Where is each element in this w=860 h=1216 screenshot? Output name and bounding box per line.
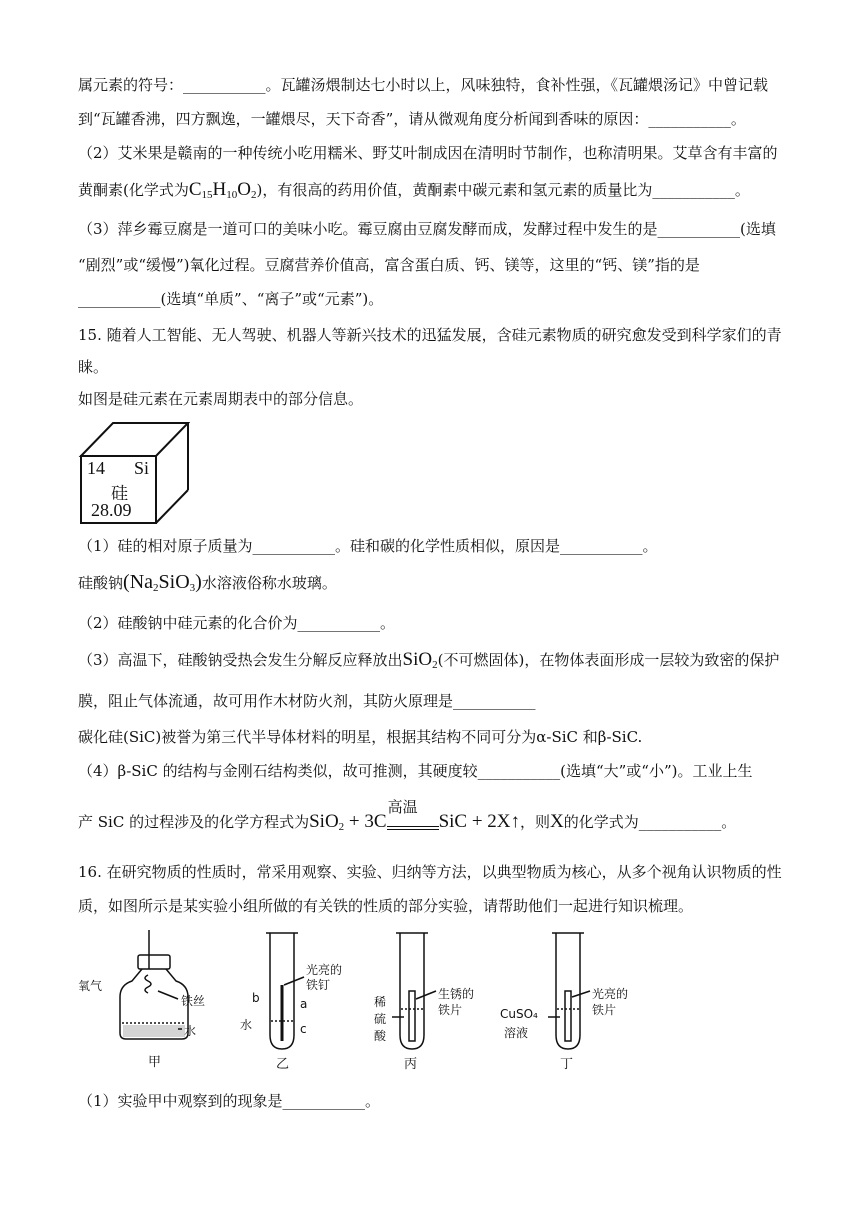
text-segment: )，有很高的药用价值，黄酮素中碳元素和氢元素的质量比为___________。: [256, 181, 750, 199]
caption-yi: 乙: [276, 1057, 290, 1072]
text-segment: 产 SiC 的过程涉及的化学方程式为: [78, 813, 310, 831]
reaction-condition: 高温: [387, 816, 439, 838]
text-line: 膜，阻止气体流通，故可用作木材防火剂，其防火原理是___________: [78, 692, 536, 710]
label-nail-1: 光亮的: [306, 963, 343, 977]
label-rusty-1: 生锈的: [438, 987, 475, 1001]
text-line: 碳化硅(SiC)被誉为第三代半导体材料的明星，根据其结构不同可分为α-SiC 和β-SiC.: [78, 728, 643, 746]
label-b: b: [252, 991, 260, 1005]
text-segment: 黄酮素(化学式为: [78, 181, 189, 199]
label-water: 水: [184, 1024, 197, 1038]
text-line: （4）β-SiC 的结构与金刚石结构类似，故可推测，其硬度较___________(选填“大”或“小”)。工业上生: [78, 762, 753, 780]
label-acid-3: 酸: [374, 1029, 387, 1043]
caption-jia: 甲: [148, 1055, 162, 1070]
text-line: 到“瓦罐香沸，四方飘逸，一罐煨尽，天下奇香”，请从微观角度分析闻到香味的原因：___________。: [78, 110, 746, 128]
text-line: 如图是硅元素在元素周期表中的部分信息。: [78, 390, 364, 408]
label-bright-2: 铁片: [592, 1003, 617, 1017]
text-line: 睐。: [78, 358, 109, 376]
label-c: c: [300, 1022, 307, 1036]
text-line: 质，如图所示是某实验小组所做的有关铁的性质的部分实验，请帮助他们一起进行知识梳理。: [78, 897, 694, 915]
text-segment: ，则: [520, 813, 551, 831]
question-15-stem: 15. 随着人工智能、无人驾驶、机器人等新兴技术的迅猛发展，含硅元素物质的研究愈发受到科学家们的青: [78, 326, 782, 344]
text-line: （1）实验甲中观察到的现象是___________。: [78, 1092, 381, 1110]
iron-experiments-figure: [78, 925, 678, 1075]
question-16-stem: 16. 在研究物质的性质时，常采用观察、实验、归纳等方法，以典型物质为核心，从多个视角认识物质的性: [78, 863, 782, 881]
formula-na2sio3: $(Na_2SiO_3)$: [123, 571, 202, 594]
label-water: 水: [240, 1018, 253, 1032]
formula-equation-rhs: SiC + 2X↑: [438, 811, 521, 832]
text-line-sio2: [78, 649, 779, 676]
label-iron-wire: 铁丝: [181, 994, 206, 1008]
text-line-flavone: [78, 179, 750, 206]
label-bright-1: 光亮的: [592, 987, 629, 1001]
label-a: a: [300, 997, 308, 1011]
label-acid-1: 稀: [374, 995, 387, 1009]
text-line: （2）艾米果是赣南的一种传统小吃用糯米、野艾叶制成因在清明时节制作，也称清明果。艾草含有丰富的: [78, 144, 778, 162]
text-segment: 水溶液俗称水玻璃。: [201, 574, 337, 592]
label-cuso4: CuSO₄: [500, 1007, 538, 1021]
label-rusty-2: 铁片: [438, 1003, 463, 1017]
atomic-number: 14: [87, 458, 105, 478]
element-symbol: Si: [134, 458, 150, 478]
text-line: “剧烈”或“缓慢”)氧化过程。豆腐营养价值高，富含蛋白质、钙、镁等，这里的“钙、镁”指的是: [78, 256, 700, 274]
atomic-mass: 28.09: [91, 500, 132, 520]
formula-sio2: SiO$_2$: [402, 649, 438, 671]
text-line: （1）硅的相对原子质量为___________。硅和碳的化学性质相似，原因是___________。: [78, 537, 658, 555]
caption-ding: 丁: [560, 1057, 574, 1072]
formula-x: X: [550, 811, 564, 832]
label-acid-2: 硫: [374, 1012, 387, 1026]
text-line: （2）硅酸钠中硅元素的化合价为___________。: [78, 614, 396, 632]
text-segment: (不可燃固体)，在物体表面形成一层较为致密的保护: [437, 651, 780, 669]
caption-bing: 丙: [404, 1057, 418, 1072]
label-oxygen: 氧气: [78, 979, 103, 993]
element-name: 硅: [111, 484, 128, 504]
text-line-sodium-silicate: [78, 571, 337, 599]
label-nail-2: 铁钉: [306, 978, 331, 992]
text-segment: 硅酸钠: [78, 574, 124, 592]
silicon-element-card: [78, 418, 190, 526]
text-segment: （3）高温下，硅酸钠受热会发生分解反应释放出: [78, 651, 403, 669]
text-line: 属元素的符号：___________。瓦罐汤煨制达七小时以上，风味独特，食补性强，《瓦罐煨汤记》中曾记载: [78, 76, 769, 94]
formula-c15h10o2: $C_{15}H_{10}O_2$: [188, 179, 257, 201]
text-line-equation: [78, 798, 737, 838]
text-segment: 的化学式为___________。: [563, 813, 737, 831]
label-solution: 溶液: [504, 1026, 529, 1040]
text-line: （3）萍乡霉豆腐是一道可口的美味小吃。霉豆腐由豆腐发酵而成，发酵过程中发生的是___________(选填: [78, 220, 776, 238]
text-line: ___________(选填“单质”、“离子”或“元素”)。: [78, 290, 384, 308]
formula-equation-lhs: SiO$_2$ + 3C: [309, 811, 387, 833]
